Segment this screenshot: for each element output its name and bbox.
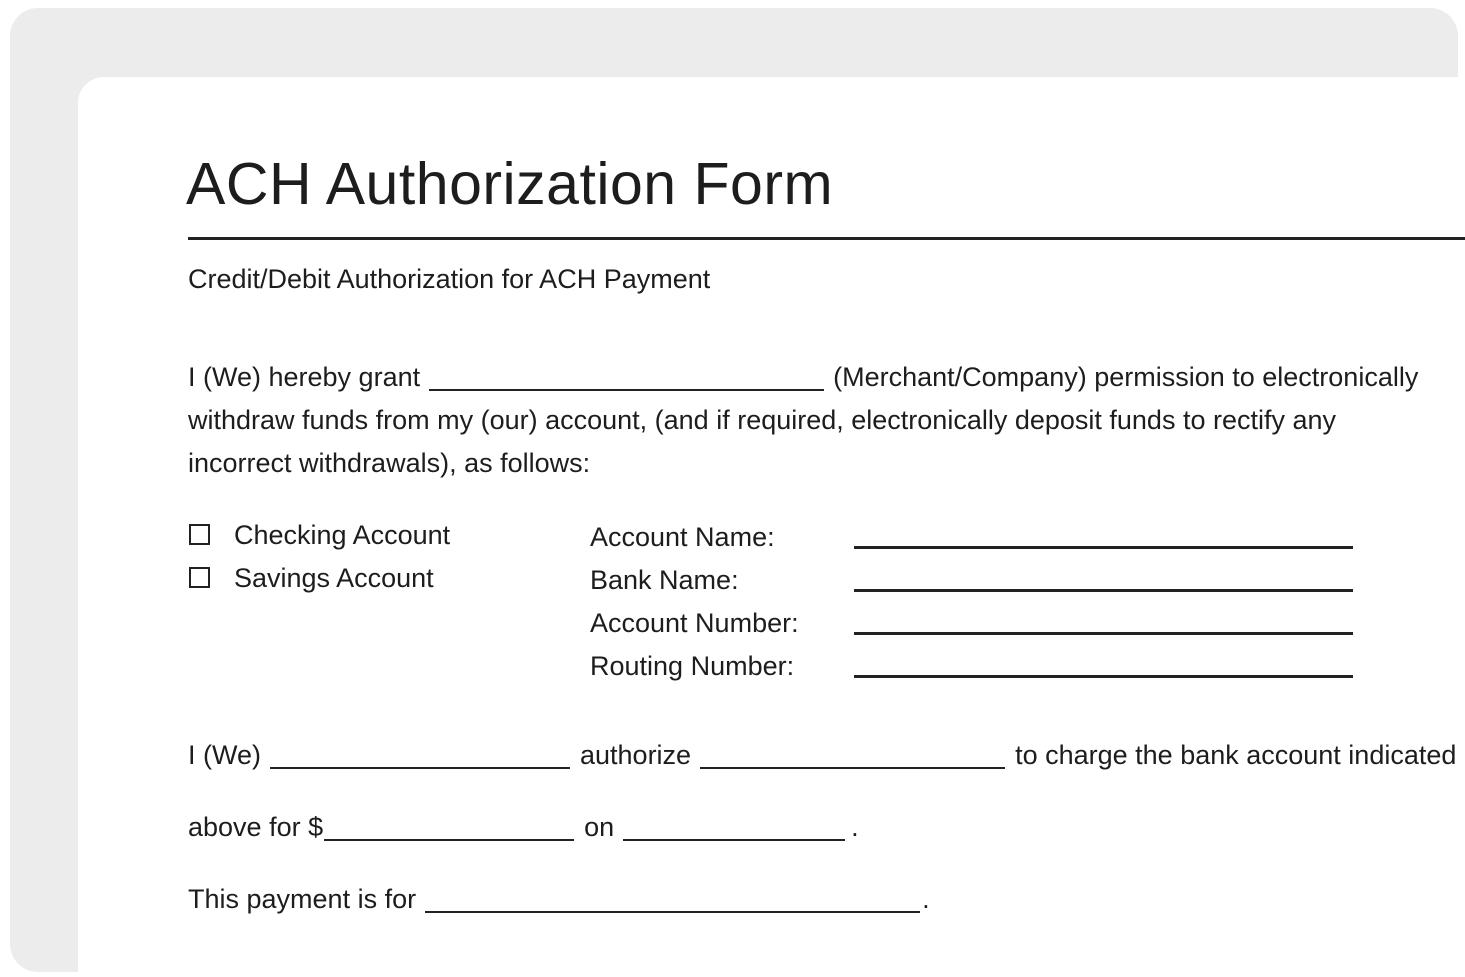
account-type-options	[188, 519, 450, 605]
checking-account-option[interactable]	[188, 519, 450, 562]
payment-purpose-blank[interactable]	[425, 885, 920, 913]
account-name-blank[interactable]	[854, 546, 1353, 549]
savings-account-label: Savings Account	[234, 563, 434, 593]
authorized-company-blank[interactable]	[700, 741, 1005, 769]
routing-number-label: Routing Number:	[590, 651, 795, 681]
merchant-company-blank[interactable]	[429, 363, 824, 391]
amount-period: .	[851, 812, 859, 842]
date-blank[interactable]	[623, 813, 845, 841]
amount-before: above for $	[188, 812, 324, 842]
purpose-period: .	[922, 884, 930, 914]
purpose-before: This payment is for	[188, 884, 417, 914]
savings-account-checkbox[interactable]	[189, 567, 210, 588]
intro-line-3: incorrect withdrawals), as follows:	[188, 448, 591, 478]
checking-account-label: Checking Account	[234, 520, 451, 550]
intro-paragraph	[188, 356, 1465, 485]
bank-name-label: Bank Name:	[590, 565, 739, 595]
account-name-label: Account Name:	[590, 522, 775, 552]
routing-number-blank[interactable]	[854, 675, 1353, 678]
authorize-after: to charge the bank account indicated	[1015, 740, 1457, 770]
authorize-sentence	[188, 734, 1456, 777]
bank-name-blank[interactable]	[854, 589, 1353, 592]
title-divider	[188, 237, 1465, 240]
amount-blank[interactable]	[324, 813, 574, 841]
account-number-blank[interactable]	[854, 632, 1353, 635]
amount-between: on	[584, 812, 615, 842]
intro-line1-after: (Merchant/Company) permission to electronically	[833, 362, 1419, 392]
checking-account-checkbox[interactable]	[189, 524, 210, 545]
page-title: ACH Authorization Form	[186, 151, 834, 217]
intro-line-1	[188, 356, 1465, 399]
page-subtitle: Credit/Debit Authorization for ACH Payment	[188, 264, 711, 294]
intro-line1-before: I (We) hereby grant	[188, 362, 421, 392]
authorize-before: I (We)	[188, 740, 261, 770]
savings-account-option[interactable]	[188, 562, 450, 605]
intro-line-2: withdraw funds from my (our) account, (and if required, electronically deposit funds to rectify any	[188, 405, 1337, 435]
purpose-sentence	[188, 878, 930, 921]
payer-name-blank[interactable]	[270, 741, 570, 769]
account-number-label: Account Number:	[590, 608, 799, 638]
authorize-middle: authorize	[580, 740, 692, 770]
document-page	[78, 77, 1465, 977]
amount-sentence	[188, 806, 859, 849]
